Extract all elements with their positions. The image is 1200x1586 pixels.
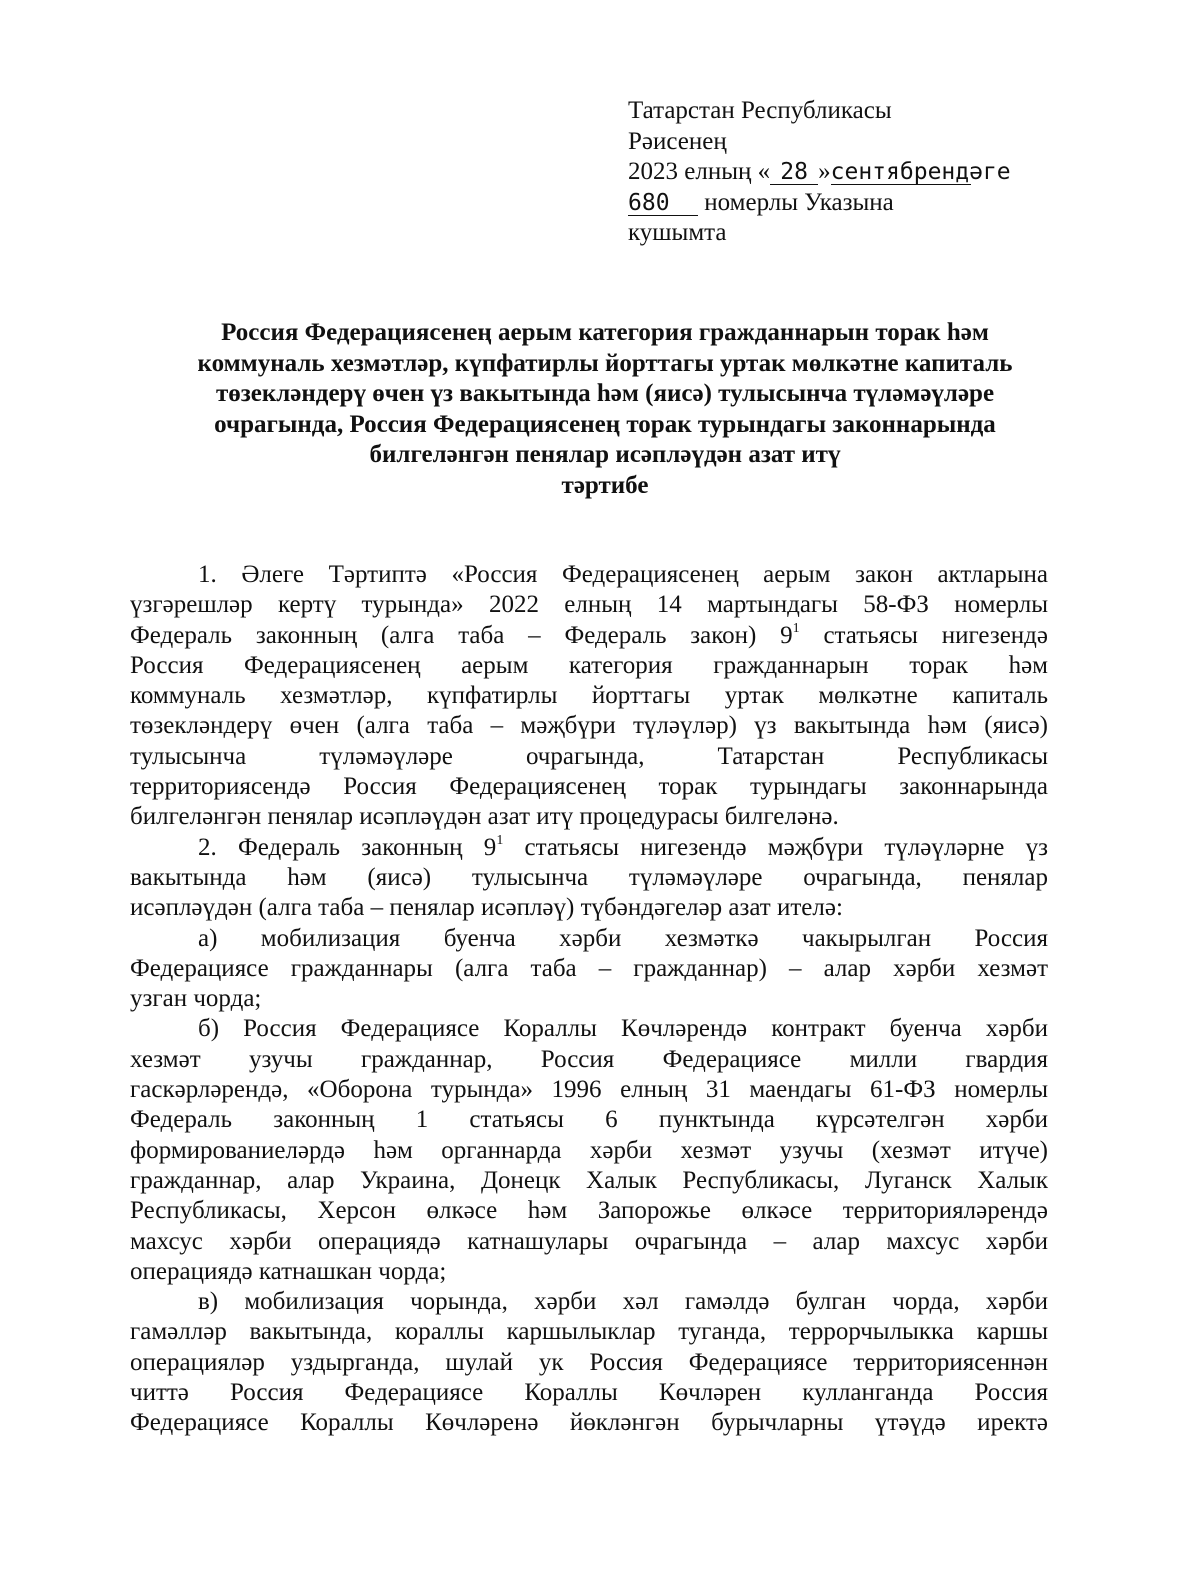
appendix-line-attachment: кушымта	[628, 219, 727, 246]
appendix-line-republic: Татарстан Республикасы	[628, 97, 892, 124]
paragraph-line: гамәлләр вакытында, кораллы каршылыклар туганда, террорчылыкка каршы	[130, 1318, 1048, 1346]
paragraph-line: вакытында һәм (яисә) тулысынча түләмәүләре очрагында, пенялар	[130, 863, 1048, 891]
appendix-number-field: 680	[628, 191, 698, 216]
paragraph-line: в) мобилизация чорында, хәрби хәл гамәлдә булган чорда, хәрби	[198, 1288, 1048, 1316]
subparagraph-b	[130, 1014, 1048, 1287]
appendix-day-close: »	[818, 158, 831, 185]
title-line: билгеләнгән пенялар исәпләүдән азат итү	[369, 441, 841, 468]
paragraph-line: исәпләүдән (алга таба – пенялар исәпләү) түбәндәгеләр азат ителә:	[130, 894, 843, 922]
paragraph-line: билгеләнгән пенялар исәпләүдән азат итү процедурасы билгеләнә.	[130, 803, 839, 831]
paragraph-line: гражданнар, алар Украина, Донецк Халык Республикасы, Луганск Халык	[130, 1166, 1048, 1194]
appendix-line-date	[628, 157, 1108, 188]
paragraph-line: коммуналь хезмәтләр, күпфатирлы йорттагы уртак мөлкәтне капиталь	[130, 682, 1048, 710]
appendix-line-number	[628, 188, 1108, 219]
paragraph-line: гаскәрләрендә, «Оборона турында» 1996 елның 31 маендагы 61-ФЗ номерлы	[130, 1076, 1048, 1104]
paragraph-line: Федераль законның 1 статьясы 6 пунктында күрсәтелгән хәрби	[130, 1106, 1048, 1134]
appendix-month-field: сентябрендәге	[830, 159, 1011, 185]
paragraph-line: Россия Федерациясенең аерым категория гражданнарын торак һәм	[130, 651, 1048, 679]
document-body	[130, 560, 1048, 1439]
appendix-header	[628, 96, 1108, 249]
appendix-line-president: Рәисенең	[628, 127, 727, 155]
title-line: тәртибе	[561, 471, 649, 499]
paragraph-line: Республикасы, Херсон өлкәсе һәм Запорожье өлкәсе территорияләрендә	[130, 1197, 1048, 1225]
paragraph-line: операциядә катнашкан чорда;	[130, 1257, 447, 1285]
paragraph-2	[130, 833, 1048, 924]
appendix-number-suffix: номерлы Указына	[704, 188, 894, 216]
paragraph-line	[130, 621, 1048, 651]
document-title	[130, 318, 1080, 501]
paragraph-line: а) мобилизация буенча хәрби хезмәткә чакырылган Россия	[198, 924, 1048, 952]
title-line: Россия Федерациясенең аерым категория гражданнарын торак һәм	[221, 319, 989, 346]
paragraph-line: операцияләр уздырганда, шулай ук Россия Федерациясе территориясеннән	[130, 1348, 1048, 1376]
superscript: 1	[792, 621, 800, 637]
p1-line3-head: Федераль законның (алга таба – Федераль закон) 9	[130, 621, 793, 649]
paragraph-line: Федерациясе гражданнары (алга таба – гражданнар) – алар хәрби хезмәт	[130, 954, 1048, 982]
paragraph-line: 1. Әлеге Тәртиптә «Россия Федерациясенең аерым закон актларына	[198, 561, 1048, 588]
title-line: төзекләндерү өчен үз вакытында һәм (яисә) тулысынча түләмәүләре	[215, 380, 995, 407]
title-line: коммуналь хезмәтләр, күпфатирлы йорттагы уртак мөлкәтне капиталь	[197, 349, 1013, 377]
paragraph-line: формированиеләрдә һәм органнарда хәрби хезмәт узучы (хезмәт итүче)	[130, 1136, 1048, 1164]
paragraph-line: хезмәт узучы гражданнар, Россия Федерациясе милли гвардия	[130, 1045, 1048, 1073]
p2-line1-tail: статьясы нигезендә мәҗбүри түләүләрне үз	[503, 833, 1049, 861]
paragraph-1	[130, 560, 1048, 833]
appendix-day-field: 28	[770, 160, 818, 185]
title-line: очрагында, Россия Федерациясенең торак турындагы законнарында	[214, 410, 996, 438]
paragraph-line: төзекләндерү өчен (алга таба – мәҗбүри түләүләр) үз вакытында һәм (яисә)	[130, 712, 1048, 740]
subparagraph-v	[130, 1287, 1048, 1438]
paragraph-line: узган чорда;	[130, 985, 262, 1013]
p1-line3-tail: статьясы нигезендә	[799, 621, 1048, 649]
paragraph-line: тулысынча түләмәүләре очрагында, Татарстан Республикасы	[130, 742, 1048, 770]
paragraph-line: Федерациясе Кораллы Көчләренә йөкләнгән бурычларны үтәүдә иректә	[130, 1409, 1048, 1437]
appendix-year-prefix: 2023 елның «	[628, 158, 771, 185]
paragraph-line: читтә Россия Федерациясе Кораллы Көчләрен кулланганда Россия	[130, 1379, 1048, 1407]
paragraph-line: махсус хәрби операциядә катнашулары очрагында – алар махсус хәрби	[130, 1227, 1048, 1255]
subparagraph-a	[130, 924, 1048, 1015]
paragraph-line: территориясендә Россия Федерациясенең торак турындагы законнарында	[130, 773, 1048, 801]
p2-line1-head: 2. Федераль законның 9	[198, 833, 497, 861]
paragraph-line	[130, 833, 1048, 863]
paragraph-line: үзгәрешләр кертү турында» 2022 елның 14 мартындагы 58-ФЗ номерлы	[130, 591, 1048, 619]
paragraph-line: б) Россия Федерациясе Кораллы Көчләрендә контракт буенча хәрби	[198, 1015, 1048, 1043]
superscript: 1	[496, 833, 504, 849]
